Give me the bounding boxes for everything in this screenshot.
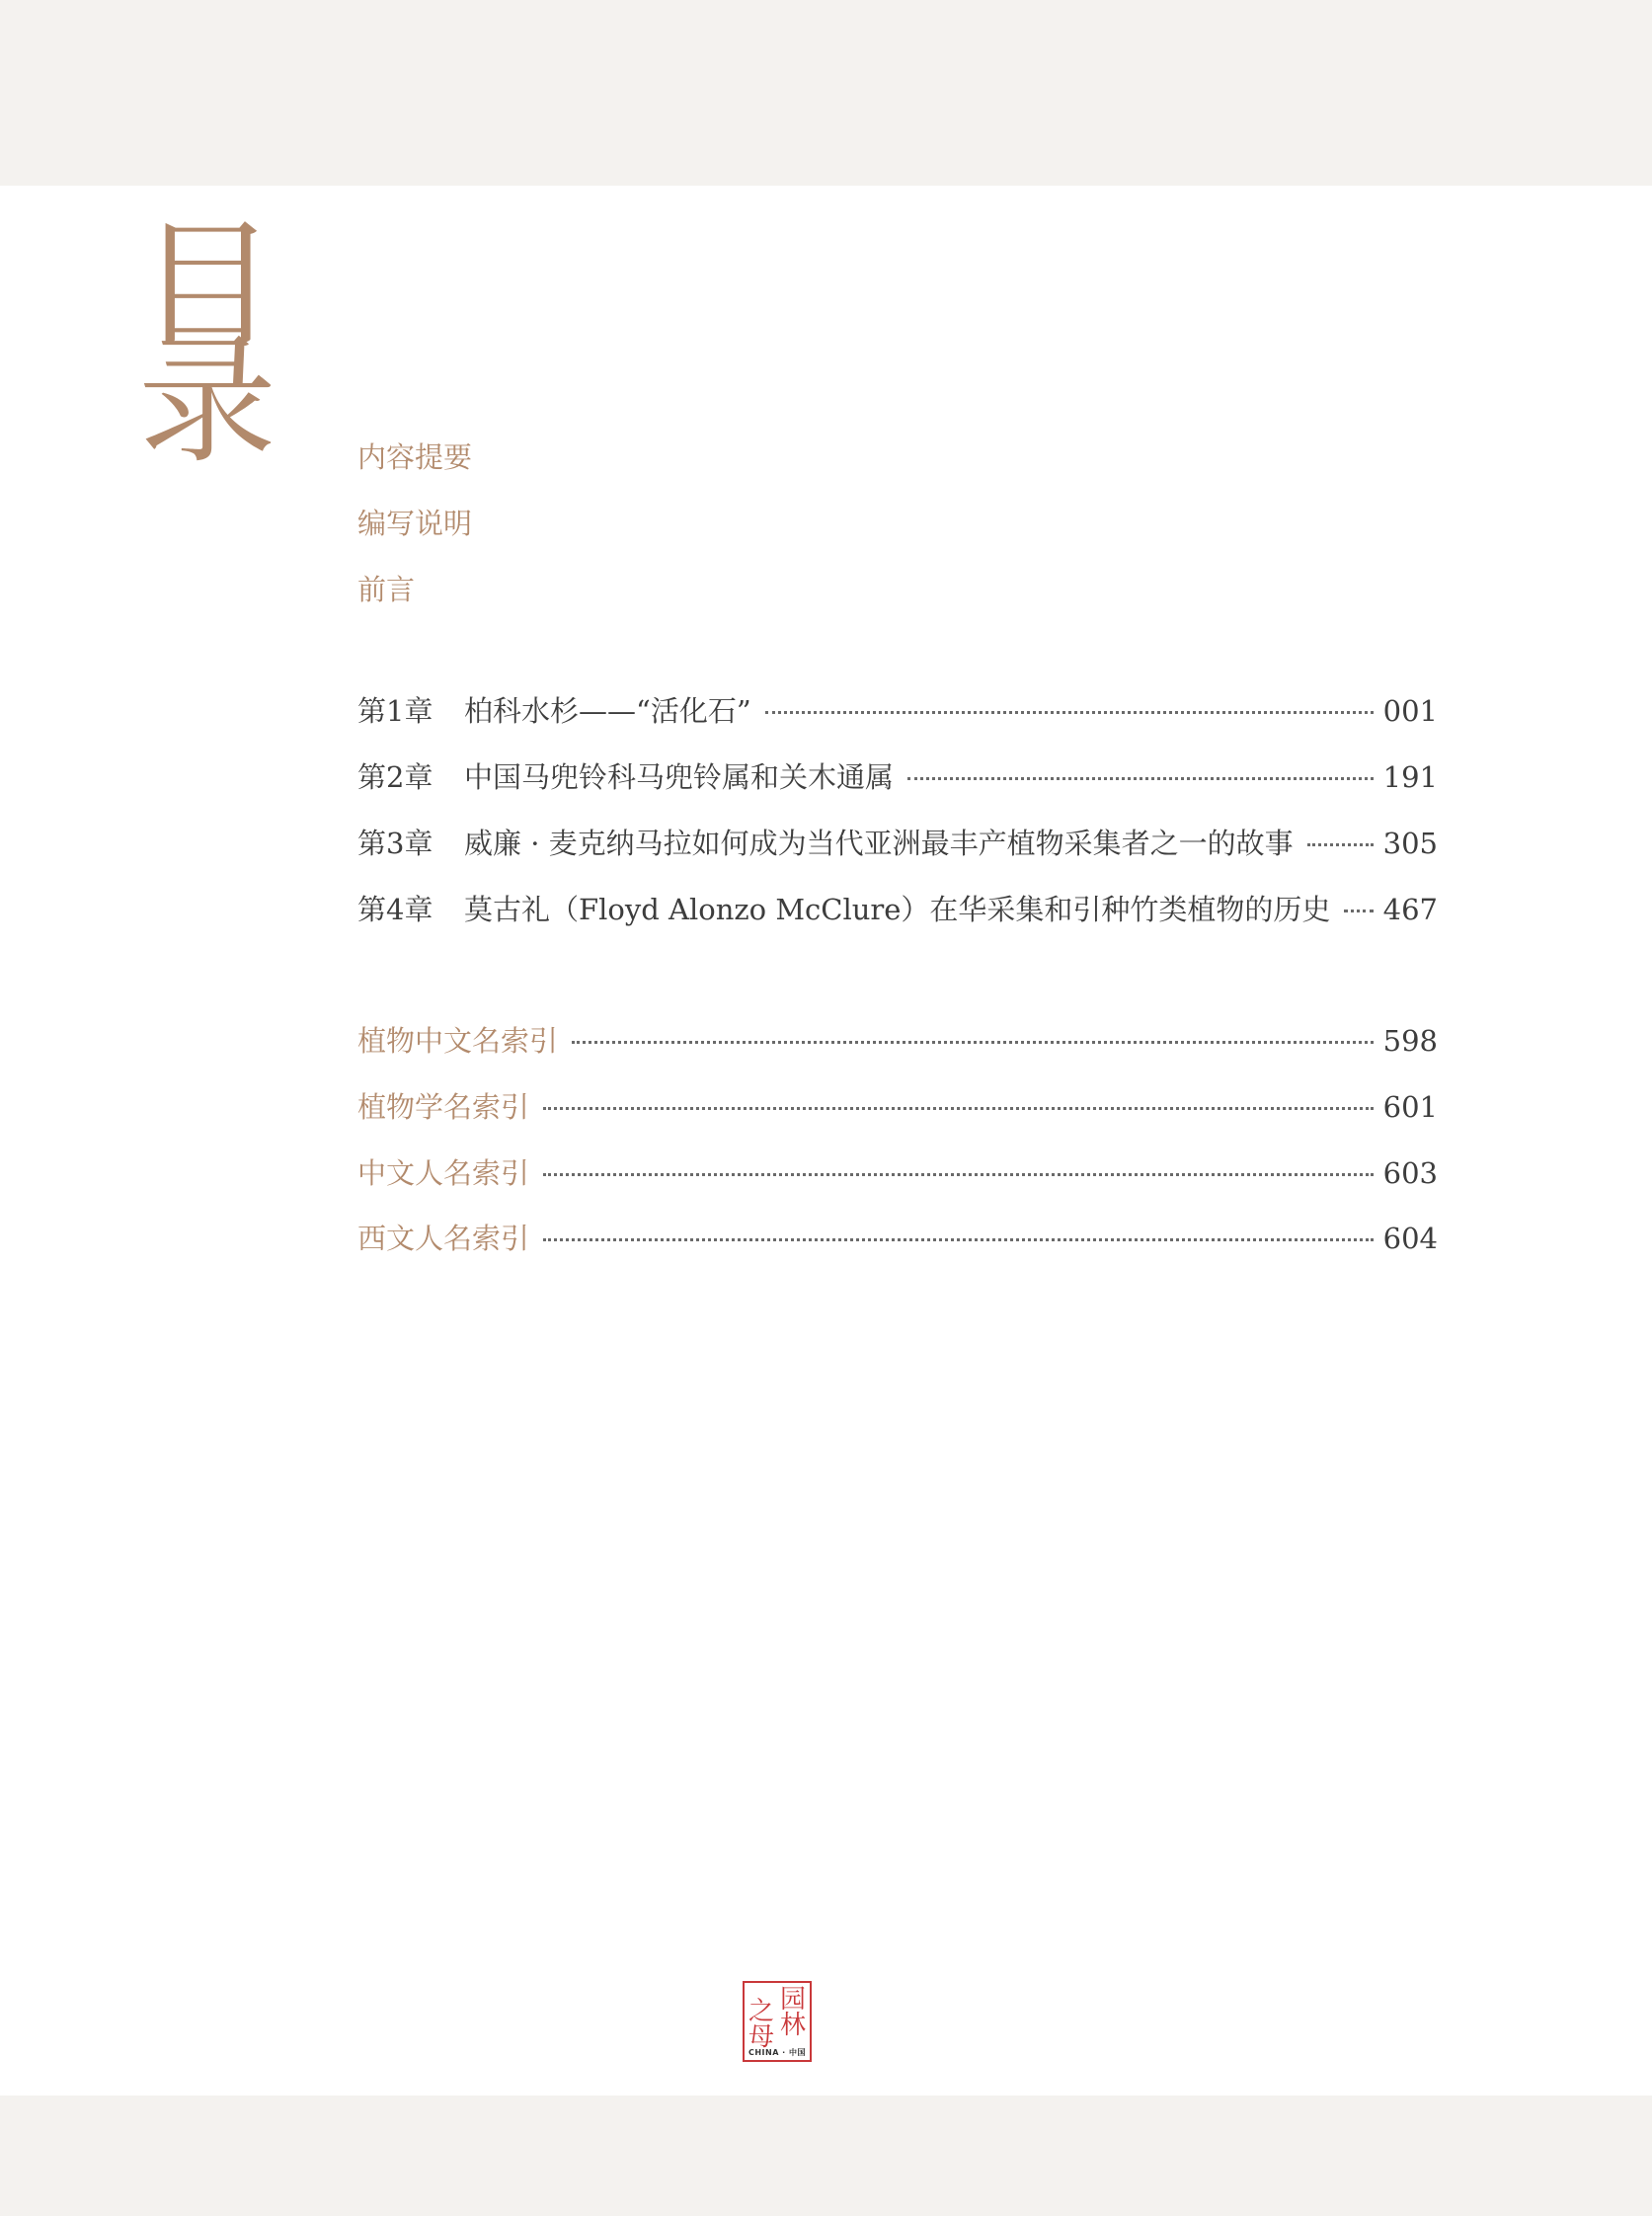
page-number: 604 — [1382, 1222, 1438, 1255]
dot-leader — [1307, 843, 1374, 846]
toc-entry-index-3[interactable] — [357, 1151, 1438, 1191]
logo-char: 之 — [748, 1997, 775, 2026]
toc-entry-chapter-4[interactable] — [357, 888, 1438, 927]
toc-entry-index-2[interactable] — [357, 1085, 1438, 1125]
page-number: 598 — [1382, 1024, 1438, 1058]
index-title: 植物中文名索引 — [357, 1024, 559, 1058]
toc-title-char-1: 目 — [138, 205, 277, 366]
dot-leader — [907, 777, 1374, 780]
publisher-logo — [743, 1981, 812, 2062]
chapter-number: 第1章 — [357, 694, 433, 728]
page-number: 603 — [1382, 1156, 1438, 1190]
chapter-title: 中国马兜铃科马兜铃属和关木通属 — [464, 760, 895, 794]
page-number: 191 — [1382, 760, 1438, 794]
toc-title-char-2: 录 — [138, 322, 277, 483]
chapter-number: 第2章 — [357, 760, 433, 794]
dot-leader — [543, 1173, 1374, 1176]
logo-subtitle: CHINA · 中国 — [747, 2048, 807, 2057]
dot-leader — [765, 711, 1374, 714]
toc-entry-chapter-2[interactable] — [357, 755, 1438, 795]
front-matter-notes[interactable]: 编写说明 — [357, 507, 473, 540]
front-matter-preface[interactable]: 前言 — [357, 573, 416, 606]
toc-entry-chapter-3[interactable] — [357, 822, 1438, 861]
toc-page — [0, 186, 1652, 2096]
index-title: 西文人名索引 — [357, 1222, 530, 1255]
page-number: 467 — [1382, 893, 1438, 926]
page-number: 305 — [1382, 827, 1438, 860]
chapter-number: 第4章 — [357, 893, 433, 926]
toc-entry-chapter-1[interactable] — [357, 689, 1438, 729]
front-matter-list — [357, 425, 472, 623]
dot-leader — [572, 1041, 1374, 1044]
chapter-title: 威廉 · 麦克纳马拉如何成为当代亚洲最丰产植物采集者之一的故事 — [464, 827, 1294, 860]
chapter-title: 莫古礼（Floyd Alonzo McClure）在华采集和引种竹类植物的历史 — [464, 893, 1331, 926]
front-matter-summary[interactable]: 内容提要 — [357, 440, 473, 474]
dot-leader — [543, 1107, 1374, 1110]
toc-entry-index-4[interactable] — [357, 1217, 1438, 1256]
chapter-number: 第3章 — [357, 827, 433, 860]
dot-leader — [1344, 910, 1373, 912]
page-number: 001 — [1382, 694, 1438, 728]
index-title: 植物学名索引 — [357, 1090, 530, 1124]
logo-char: 母 — [748, 2022, 775, 2052]
page-number: 601 — [1382, 1090, 1438, 1124]
chapter-title: 柏科水杉——“活化石” — [464, 694, 751, 728]
logo-char: 园 — [780, 1985, 807, 2015]
toc-entry-index-1[interactable] — [357, 1019, 1438, 1059]
logo-char: 林 — [780, 2011, 807, 2040]
dot-leader — [543, 1238, 1374, 1241]
index-title: 中文人名索引 — [357, 1156, 530, 1190]
